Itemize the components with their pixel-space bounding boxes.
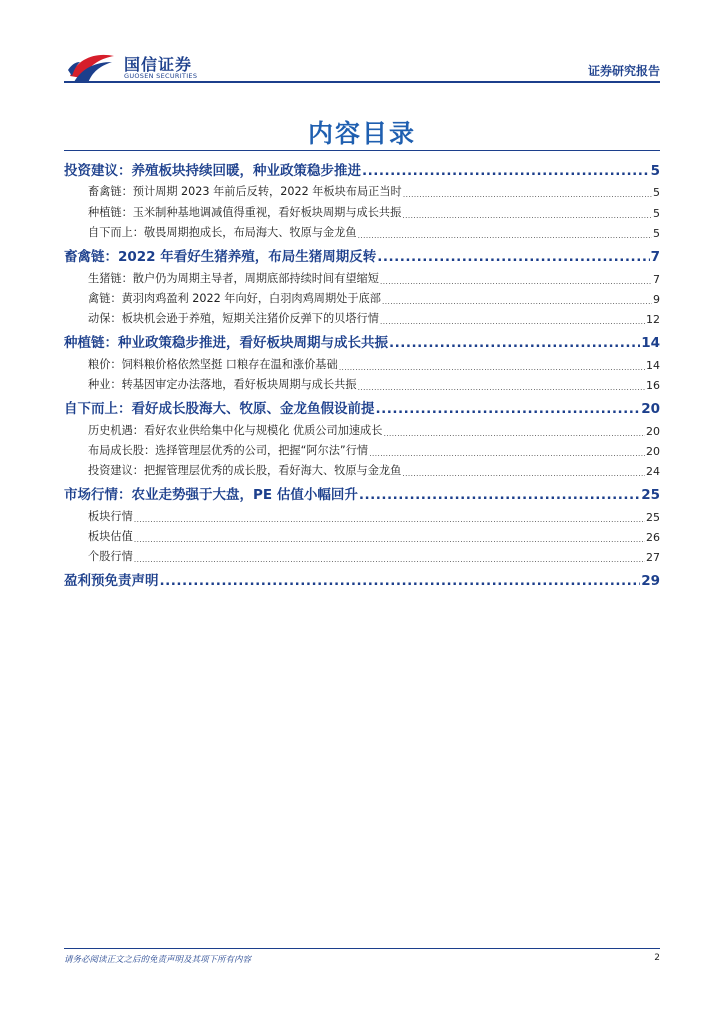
toc-entry-title: 历史机遇：看好农业供给集中化与规模化 优质公司加速成长 [88,423,383,437]
toc-subsection-entry[interactable] [64,417,660,437]
report-type-label: 证券研究报告 [587,64,660,78]
toc-page-number: 20 [641,401,660,418]
toc-dot-leader [362,163,650,179]
toc-subsection-entry[interactable] [64,179,660,199]
toc-entry-title: 种植链：种业政策稳步推进，看好板块周期与成长共振 [64,335,388,352]
toc-dot-leader [389,335,640,351]
toc-page-number: 5 [653,186,660,200]
footer-divider [64,948,660,949]
toc-page-number: 5 [650,163,660,179]
toc-entry-title: 板块估值 [88,530,133,544]
guosen-logo-icon [68,50,116,84]
header-divider [64,81,660,83]
page-title: 内容目录 [307,119,416,148]
toc-entry-title: 板块行情 [88,509,133,523]
toc-entry-title: 畜禽链：2022 年看好生猪养殖，布局生猪周期反转 [64,249,377,266]
toc-page-number: 7 [653,272,660,286]
toc-page-number: 9 [653,292,660,306]
toc-dot-leader [358,383,645,392]
toc-subsection-entry[interactable] [64,199,660,219]
toc-page-number: 25 [646,510,660,524]
toc-page-number: 5 [653,227,660,241]
toc-dot-leader [402,469,645,478]
toc-dot-leader [382,297,652,306]
toc-section-entry[interactable] [64,564,660,589]
toc-entry-title: 个股行情 [88,550,133,564]
toc-dot-leader [403,190,652,199]
toc-dot-leader [383,429,645,438]
toc-dot-leader [402,211,652,220]
toc-page-number: 16 [646,379,660,393]
toc-dot-leader [358,231,652,240]
toc-page-number: 29 [641,573,660,590]
toc-entry-title: 自下而上：敬畏周期抱成长，布局海大、牧原与金龙鱼 [88,226,357,240]
toc-page-number: 26 [646,531,660,545]
toc-dot-leader [359,487,640,503]
toc-subsection-entry[interactable] [64,286,660,306]
toc-subsection-entry[interactable] [64,306,660,326]
logo-name-cn: 国信证券 [124,55,193,74]
toc-section-entry[interactable] [64,154,660,179]
toc-dot-leader [380,277,652,286]
toc-page-number: 24 [646,465,660,479]
toc-dot-leader [134,535,645,544]
page-number: 2 [654,953,660,963]
toc-dot-leader [339,363,645,372]
toc-page-number: 7 [650,249,660,266]
disclaimer-note: 请务必阅读正文之后的免责声明及其项下所有内容 [64,955,252,965]
toc-page-number: 20 [646,444,660,458]
toc-section-entry[interactable] [64,392,660,417]
toc-entry-title: 粮价：饲料粮价格依然坚挺 口粮存在温和涨价基础 [88,357,338,371]
toc-entry-title: 畜禽链：预计周期 2023 年前后反转，2022 年板块布局正当时 [88,185,402,199]
toc-page-number: 27 [646,551,660,565]
table-of-contents [64,154,660,589]
logo-name-en: GUOSEN SECURITIES [124,72,198,80]
toc-page-number: 14 [646,358,660,372]
toc-subsection-entry[interactable] [64,438,660,458]
toc-page-number: 12 [646,313,660,327]
toc-dot-leader [134,515,645,524]
toc-subsection-entry[interactable] [64,220,660,240]
toc-entry-title: 投资建议：养殖板块持续回暖，种业政策稳步推进 [64,163,361,179]
toc-entry-title: 生猪链：散户仍为周期主导者，周期底部持续时间有望缩短 [88,271,379,285]
toc-page-number: 14 [641,335,660,352]
toc-subsection-entry[interactable] [64,503,660,523]
toc-subsection-entry[interactable] [64,458,660,478]
toc-entry-title: 禽链：黄羽肉鸡盈利 2022 年向好，白羽肉鸡周期处于底部 [88,291,381,305]
toc-page-number: 5 [653,206,660,220]
toc-subsection-entry[interactable] [64,524,660,544]
toc-entry-title: 布局成长股：选择管理层优秀的公司，把握“阿尔法”行情 [88,443,369,457]
toc-dot-leader [369,449,645,458]
toc-dot-leader [376,401,641,417]
toc-subsection-entry[interactable] [64,265,660,285]
title-divider [64,150,660,151]
toc-entry-title: 盈利预免责声明 [64,573,159,590]
toc-dot-leader [380,317,645,326]
toc-page-number: 25 [641,487,660,504]
toc-section-entry[interactable] [64,478,660,503]
toc-entry-title: 自下而上：看好成长股海大、牧原、金龙鱼假设前提 [64,401,375,418]
toc-subsection-entry[interactable] [64,544,660,564]
page-header [0,0,724,90]
toc-section-entry[interactable] [64,240,660,265]
toc-entry-title: 投资建议：把握管理层优秀的成长股，看好海大、牧原与金龙鱼 [88,464,402,478]
toc-dot-leader [134,555,645,564]
toc-dot-leader [160,573,641,589]
toc-entry-title: 种植链：玉米制种基地调减值得重视，看好板块周期与成长共振 [88,205,402,219]
toc-page-number: 20 [646,424,660,438]
toc-subsection-entry[interactable] [64,351,660,371]
toc-entry-title: 市场行情：农业走势强于大盘，PE 估值小幅回升 [64,487,358,504]
toc-entry-title: 动保：板块机会逊于养殖，短期关注猪价反弹下的贝塔行情 [88,312,379,326]
toc-subsection-entry[interactable] [64,372,660,392]
toc-section-entry[interactable] [64,326,660,351]
toc-entry-title: 种业：转基因审定办法落地，看好板块周期与成长共振 [88,378,357,392]
toc-dot-leader [377,249,649,265]
